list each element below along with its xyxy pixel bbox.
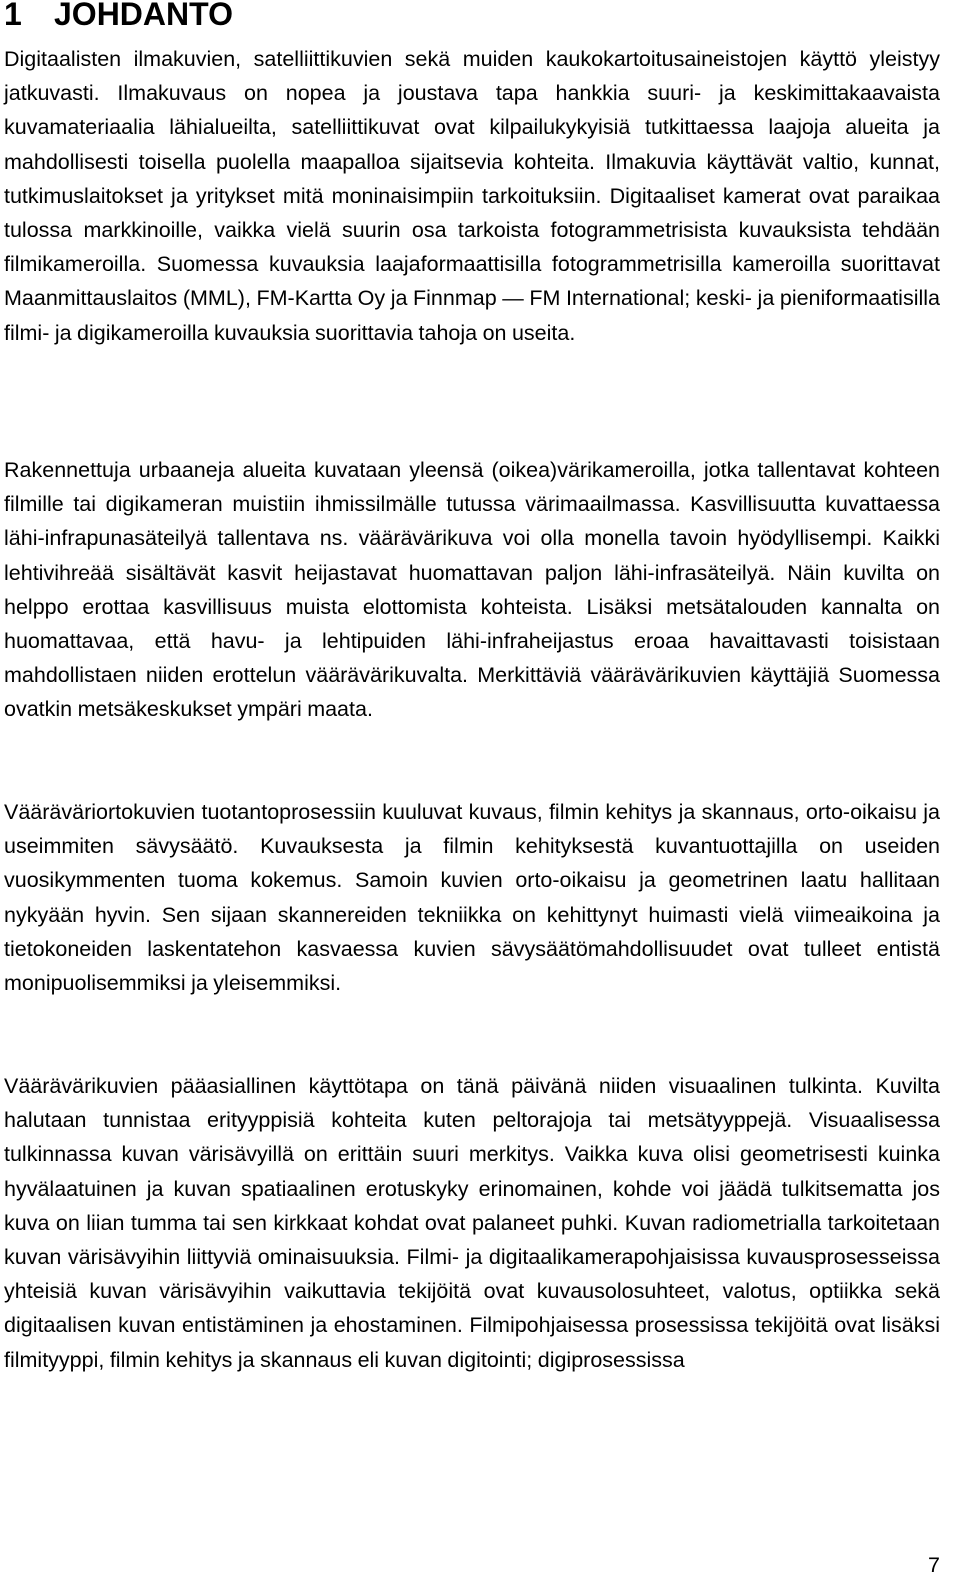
page-number: 7: [928, 1553, 940, 1577]
section-heading: [4, 0, 233, 34]
paragraph-visual-interpretation: Väärävärikuvien pääasiallinen käyttötapa on tänä päivänä niiden visuaalinen tulkinta. Kuvilta halutaan tunnistaa erityyppisiä kohteita kuten peltorajoja tai metsätyyppejä. Visuaalisessa tulkinnassa kuvan värisävyillä on erittäin suuri merkitys. Vaikka kuva olisi geometrisesti kuinka hyvälaatuinen ja kuvan spatiaalinen erotuskyky erinomainen, kohde voi jäädä tulkitsematta jos kuva on liian tumma tai sen kirkkaat kohdat ovat palaneet puhki. Kuvan radiometrialla tarkoitetaan kuvan värisävyihin liittyviä ominaisuuksia. Filmi- ja digitaalikamerapohjaisissa kuvausprosesseissa yhteisiä kuvan värisävyihin vaikuttavia tekijöitä ovat kuvausolosuhteet, valotus, optiikka sekä digitaalisen kuvan entistäminen ja ehostaminen. Filmipohjaisessa prosessissa tekijöitä ovat lisäksi filmityyppi, filmin kehitys ja skannaus eli kuvan digitointi; digiprosessissa: [4, 1074, 940, 1372]
paragraph-introduction: Digitaalisten ilmakuvien, satelliittikuvien sekä muiden kaukokartoitusaineistojen käyttö yleistyy jatkuvasti. Ilmakuvaus on nopea ja joustava tapa hankkia suuri- ja keskimittakaavaista kuvamateriaalia lähialueilta, satelliittikuvat ovat kilpailukykyisiä tutkittaessa laajoja alueita ja mahdollisesti toisella puolella maapalloa sijaitsevia kohteita. Ilmakuvia käyttävät valtio, kunnat, tutkimuslaitokset ja yritykset mitä moninaisimpiin tarkoituksiin. Digitaaliset kamerat ovat paraikaa tulossa markkinoille, vaikka vielä suurin osa tarkoista fotogrammetrisista kuvauksista tehdään filmikameroilla. Suomessa kuvauksia laajaformaattisilla fotogrammetrisilla kameroilla suorittavat Maanmittauslaitos (MML), FM-Kartta Oy ja Finnmap — FM International; keski- ja pieniformaatisilla filmi- ja digikameroilla kuvauksia suorittavia tahoja on useita.: [4, 47, 940, 345]
paragraph-production-process: Vääräväriortokuvien tuotantoprosessiin kuuluvat kuvaus, filmin kehitys ja skannaus, orto-oikaisu ja useimmiten sävysäätö. Kuvauksesta ja filmin kehityksestä kuvantuottajilla on useiden vuosikymmenten tuoma kokemus. Samoin kuvien orto-oikaisu ja geometrinen laatu hallitaan nykyään hyvin. Sen sijaan skannereiden tekniikka on kehittynyt huimasti vielä viimeaikoina ja tietokoneiden laskentatehon kasvaessa kuvien sävysäätömahdollisuudet ovat tulleet entistä monipuolisemmiksi ja yleisemmiksi.: [4, 800, 940, 996]
paragraph-urban-areas: Rakennettuja urbaaneja alueita kuvataan yleensä (oikea)värikameroilla, jotka tallentavat kohteen filmille tai digikameran muistiin ihmissilmälle tutussa värimaailmassa. Kasvillisuutta kuvattaessa lähi-infrapunasäteilyä tallentava ns. väärävärikuva voi olla monella tavoin hyödyllisempi. Kaikki lehtivihreää sisältävät kasvit heijastavat huomattavan paljon lähi-infrasäteilyä. Näin kuvilta on helppo erottaa kasvillisuus muista elottomista kohteista. Lisäksi metsätalouden kannalta on huomattavaa, että havu- ja lehtipuiden lähi-infraheijastus eroaa havaittavasti toisistaan mahdollistaen niiden erottelun väärävärikuvalta. Merkittäviä väärävärikuvien käyttäjiä Suomessa ovatkin metsäkeskukset ympäri maata.: [4, 458, 940, 722]
section-number: 1: [4, 0, 22, 32]
section-title: JOHDANTO: [54, 0, 233, 32]
